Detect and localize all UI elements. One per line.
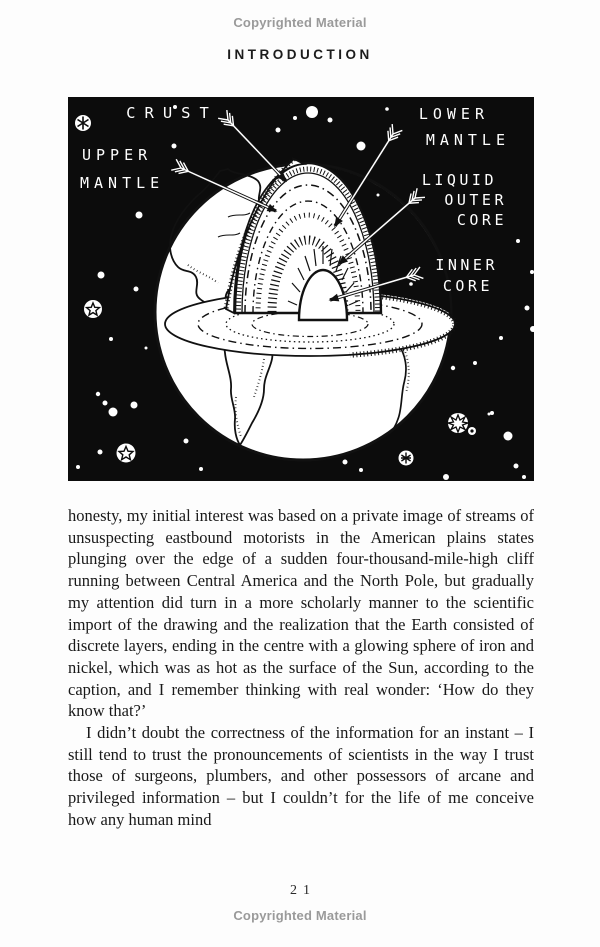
label-inner-core-2: CORE [442,277,493,295]
label-crust: CRUST [126,104,218,122]
paragraph: honesty, my initial interest was based on a private image of streams of unsuspecting eastbound motorists in the American plains states plunging over the edge of a sudden four-thousand-mile-high cliff running between Central America and the North Pole, but gradually my attention did turn in a more scholarly manner to the scientific import of the drawing and the realization that the Earth consisted of discrete layers, ending in the centre with a glowing sphere of iron and nickel, which was as hot as the surface of the Sun, according to the caption, and I remember thinking with real wonder: ‘How do they know that?’ [68,506,534,721]
circled-asterisk-star [75,115,91,131]
label-lower-mantle-1: LOWER [418,105,489,123]
label-liquid-outer-core-3: CORE [456,211,507,229]
body-text [68,505,534,831]
copyright-notice-top: Copyrighted Material [233,15,367,30]
star-in-circle-bottom [117,444,136,463]
page-number: 21 [290,883,316,898]
label-liquid-outer-core-2: OUTER [444,191,507,209]
label-upper-mantle-2: MANTLE [80,174,165,192]
copyright-notice-bottom: Copyrighted Material [233,908,367,923]
label-upper-mantle-1: UPPER [82,146,153,164]
label-inner-core-1: INNER [435,256,498,274]
asterisk-star [399,451,414,466]
chapter-header: INTRODUCTION [227,47,373,62]
paragraph: I didn’t doubt the correctness of the information for an instant – I still tend to trust the pronouncements of scientists in the way I trust those of surgeons, plumbers, and other possessors of arcane and privileged information – but I couldn’t for the life of me conceive how any human mind [68,723,534,829]
label-liquid-outer-core-1: LIQUID [421,171,497,189]
star-in-circle-left [84,300,102,318]
label-lower-mantle-2: MANTLE [425,131,510,149]
earth-cutaway-figure [68,97,534,481]
